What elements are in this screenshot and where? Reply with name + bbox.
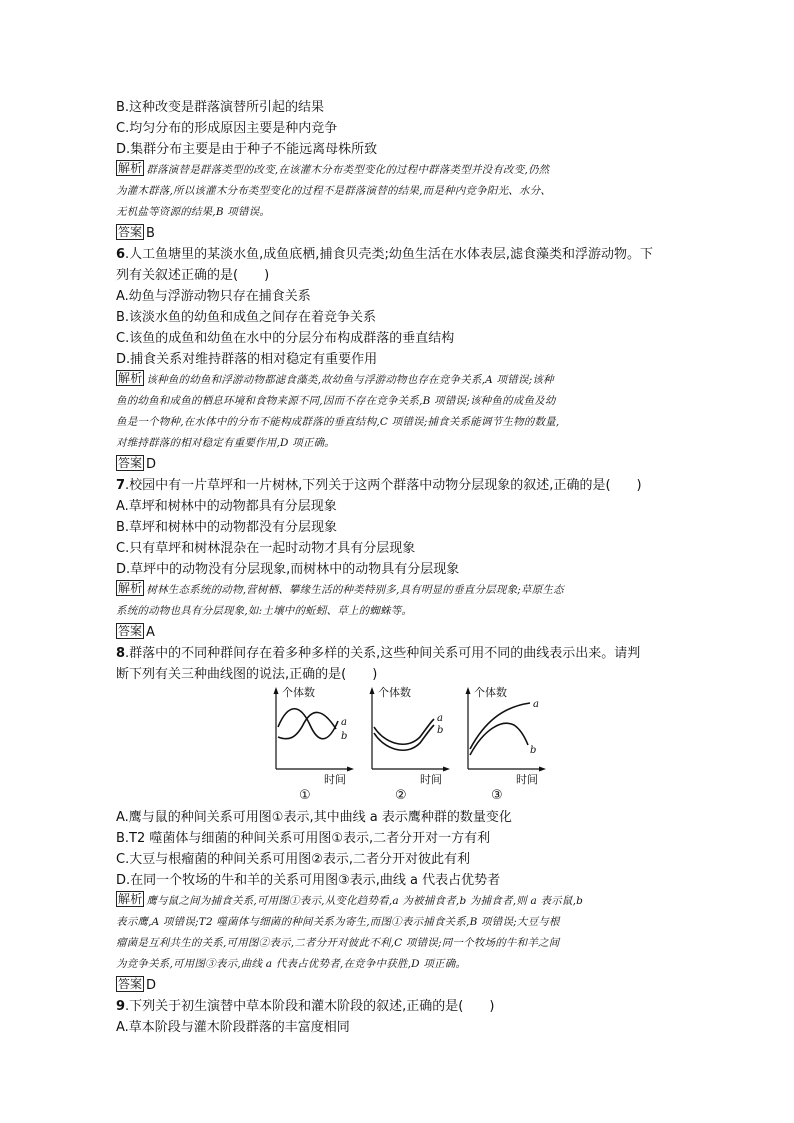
graph-panel-2 xyxy=(362,685,452,803)
explanation-block xyxy=(116,370,676,454)
answer-tag: 答案 xyxy=(118,225,143,239)
answer-line xyxy=(116,622,676,643)
curve-a xyxy=(278,709,338,739)
x-axis-label: 时间 xyxy=(324,773,346,786)
y-axis-label: 个体数 xyxy=(474,686,507,699)
explanation-text: 该种鱼的幼鱼和浮游动物都滤食藻类,故幼鱼与浮游动物也存在竞争关系,A 项错误;该种 xyxy=(146,374,554,386)
explanation-text: 表示鹰,A 项错误;T2 噬菌体与细菌的种间关系为寄生,而图①表示捕食关系,B 项错误;大豆与根 xyxy=(116,916,560,928)
text-line: B.该淡水鱼的幼鱼和成鱼之间存在着竞争关系 xyxy=(116,310,377,325)
question-number: 8 xyxy=(116,646,126,661)
document-content xyxy=(116,97,676,1038)
text-line: C.只有草坪和树林混杂在一起时动物才具有分层现象 xyxy=(116,541,416,556)
explanation-line xyxy=(116,412,676,433)
explanation-tag: 解析 xyxy=(118,581,143,595)
explanation-line xyxy=(116,580,676,601)
text-line: D.草坪中的动物没有分层现象,而树林中的动物具有分层现象 xyxy=(116,562,460,577)
curve-b-label: b xyxy=(437,725,444,736)
x-axis-label: 时间 xyxy=(420,773,442,786)
question-stem xyxy=(116,643,676,664)
text-line: A.草坪和树林中的动物都具有分层现象 xyxy=(116,499,337,514)
explanation-line xyxy=(116,181,676,202)
text-line: C.该鱼的成鱼和幼鱼在水中的分层分布构成群落的垂直结构 xyxy=(116,331,455,346)
question-text: .人工鱼塘里的某淡水鱼,成鱼底栖,捕食贝壳类;幼鱼生活在水体表层,滤食藻类和浮游动物。下 xyxy=(125,247,653,262)
explanation-text: 对维持群落的相对稳定有重要作用,D 项正确。 xyxy=(116,437,335,449)
question-text: .校园中有一片草坪和一片树林,下列关于这两个群落中动物分层现象的叙述,正确的是( ) xyxy=(125,478,642,493)
explanation-tag: 解析 xyxy=(118,371,143,385)
mutualism-graph-icon xyxy=(362,685,452,803)
text-line: A.鹰与鼠的种间关系可用图①表示,其中曲线 a 表示鹰种群的数量变化 xyxy=(116,810,512,825)
x-axis-arrow xyxy=(539,767,546,772)
answer-line xyxy=(116,223,676,244)
explanation-line xyxy=(116,954,676,975)
y-axis-arrow xyxy=(466,687,471,694)
explanation-text: 瘤菌是互利共生的关系,可用图②表示,二者分开对彼此不利,C 项错误;同一个牧场的牛和羊之间 xyxy=(116,937,560,949)
curve-b xyxy=(470,723,528,755)
explanation-block xyxy=(116,160,676,223)
text-line: D.在同一个牧场的牛和羊的关系可用图③表示,曲线 a 代表占优势者 xyxy=(116,873,501,888)
explanation-text: 为灌木群落,所以该灌木分布类型变化的过程不是群落演替的结果,而是种内竞争阳光、水分、 xyxy=(116,185,552,197)
explanation-line xyxy=(116,370,676,391)
y-axis-arrow xyxy=(370,687,375,694)
explanation-text: 鹰与鼠之间为捕食关系,可用图①表示,从变化趋势看,a 为被捕食者,b 为捕食者,则 a 表示鼠,b xyxy=(146,895,584,907)
text-line: 断下列有关三种曲线图的说法,正确的是( ) xyxy=(116,667,378,682)
y-axis-label: 个体数 xyxy=(378,686,411,699)
panel-number: ② xyxy=(395,788,407,803)
explanation-line xyxy=(116,891,676,912)
answer-tag: 答案 xyxy=(118,456,143,470)
x-axis-arrow xyxy=(347,767,354,772)
answer-value: A xyxy=(146,625,155,640)
y-axis-arrow xyxy=(274,687,279,694)
graph-panel-3 xyxy=(458,685,548,803)
explanation-line xyxy=(116,160,676,181)
y-axis-label: 个体数 xyxy=(282,686,315,699)
curve-b-label: b xyxy=(341,731,348,742)
panel-number: ① xyxy=(299,788,311,803)
explanation-text: 无机盐等资源的结果,B 项错误。 xyxy=(116,206,271,218)
text-line: D.集群分布主要是由于种子不能远离母株所致 xyxy=(116,142,378,157)
competition-graph-icon xyxy=(458,685,548,803)
explanation-block xyxy=(116,891,676,975)
explanation-block xyxy=(116,580,676,622)
question-stem xyxy=(116,244,676,265)
explanation-tag: 解析 xyxy=(118,161,143,175)
curve-a-label: a xyxy=(341,717,347,728)
curve-a-label: a xyxy=(437,713,443,724)
text-line: D.捕食关系对维持群落的相对稳定有重要作用 xyxy=(116,352,378,367)
curve-b xyxy=(278,712,336,738)
explanation-text: 系统的动物也具有分层现象,如:土壤中的蚯蚓、草上的蜘蛛等。 xyxy=(116,605,413,617)
answer-line xyxy=(116,975,676,996)
question-number: 7 xyxy=(116,478,126,493)
question-text: .下列关于初生演替中草本阶段和灌木阶段的叙述,正确的是( ) xyxy=(125,999,495,1014)
question-number: 9 xyxy=(116,999,126,1014)
text-line: A.草本阶段与灌木阶段群落的丰富度相同 xyxy=(116,1020,350,1035)
text-line: C.大豆与根瘤菌的种间关系可用图②表示,二者分开对彼此有利 xyxy=(116,852,470,867)
answer-value: B xyxy=(146,226,155,241)
predation-graph-icon xyxy=(266,685,356,803)
answer-value: D xyxy=(146,457,157,472)
question-number: 6 xyxy=(116,247,126,262)
text-line: C.均匀分布的形成原因主要是种内竞争 xyxy=(116,121,338,136)
explanation-text: 为竞争关系,可用图③表示,曲线 a 代表占优势者,在竞争中获胜,D 项正确。 xyxy=(116,958,467,970)
answer-tag: 答案 xyxy=(118,624,143,638)
panel-number: ③ xyxy=(491,788,503,803)
question-text: .群落中的不同种群间存在着多种多样的关系,这些种间关系可用不同的曲线表示出来。请判 xyxy=(125,646,641,661)
text-line: B.这种改变是群落演替所引起的结果 xyxy=(116,100,325,115)
explanation-line xyxy=(116,433,676,454)
question-stem xyxy=(116,996,676,1017)
explanation-line xyxy=(116,601,676,622)
answer-value: D xyxy=(146,978,157,993)
curve-b-label: b xyxy=(530,745,537,756)
text-line: B.草坪和树林中的动物都没有分层现象 xyxy=(116,520,338,535)
x-axis-arrow xyxy=(443,767,450,772)
explanation-line xyxy=(116,202,676,223)
explanation-line xyxy=(116,933,676,954)
answer-line xyxy=(116,454,676,475)
answer-tag: 答案 xyxy=(118,977,143,991)
explanation-tag: 解析 xyxy=(118,892,143,906)
explanation-line xyxy=(116,391,676,412)
text-line: A.幼鱼与浮游动物只存在捕食关系 xyxy=(116,289,311,304)
x-axis-label: 时间 xyxy=(516,773,538,786)
explanation-text: 鱼的幼鱼和成鱼的栖息环境和食物来源不同,因而不存在竞争关系,B 项错误;该种鱼的成鱼及幼 xyxy=(116,395,556,407)
species-relationship-figure xyxy=(266,685,676,807)
question-stem xyxy=(116,475,676,496)
curve-a-label: a xyxy=(533,699,539,710)
explanation-text: 群落演替是群落类型的改变,在该灌木分布类型变化的过程中群落类型并没有改变,仍然 xyxy=(146,164,550,176)
text-line: B.T2 噬菌体与细菌的种间关系可用图①表示,二者分开对一方有利 xyxy=(116,831,491,846)
curve-a xyxy=(374,719,434,744)
graph-panel-1 xyxy=(266,685,356,803)
explanation-line xyxy=(116,912,676,933)
text-line: 列有关叙述正确的是( ) xyxy=(116,268,270,283)
explanation-text: 树林生态系统的动物,营树栖、攀缘生活的种类特别多,具有明显的垂直分层现象;草原生态 xyxy=(146,584,564,596)
explanation-text: 鱼是一个物种,在水体中的分布不能构成群落的垂直结构,C 项错误;捕食关系能调节生物的数量, xyxy=(116,416,560,428)
